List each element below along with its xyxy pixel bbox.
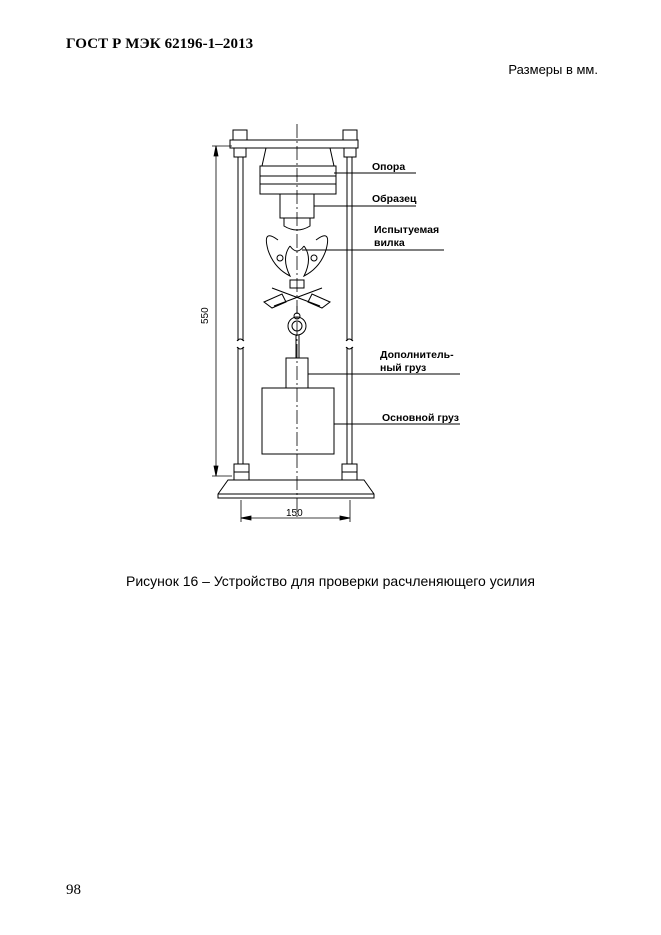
- apparatus-drawing: [180, 118, 480, 528]
- right-rod-lower: [346, 347, 353, 464]
- chain: [296, 335, 299, 358]
- label-tested-plug-line1: Испытуемая: [374, 224, 440, 236]
- label-main-weight: Основной груз: [382, 412, 459, 424]
- label-support: Опора: [372, 161, 406, 173]
- support-block: [260, 148, 336, 194]
- top-left-nut: [233, 130, 247, 140]
- height-dimension: 550: [200, 307, 211, 324]
- units-note: Размеры в мм.: [508, 62, 598, 77]
- top-plate: [230, 140, 358, 148]
- label-tested-plug-line2: вилка: [374, 237, 405, 249]
- left-rod-lower: [237, 347, 244, 464]
- top-right-nut: [343, 130, 357, 140]
- left-rod-upper: [237, 157, 244, 341]
- document-header: ГОСТ Р МЭК 62196-1–2013: [66, 36, 254, 52]
- main-weight: [262, 388, 334, 454]
- label-additional-weight-line1: Дополнитель-: [380, 349, 454, 361]
- width-dimension: 150: [286, 508, 303, 519]
- base-plate: [218, 480, 374, 498]
- figure-caption: Рисунок 16 – Устройство для проверки расчленяющего усилия: [126, 573, 535, 589]
- label-sample: Образец: [372, 193, 417, 205]
- figure-16: [180, 118, 480, 528]
- page-number: 98: [66, 882, 81, 898]
- right-rod-upper: [346, 157, 353, 341]
- label-additional-weight-line2: ный груз: [380, 362, 427, 374]
